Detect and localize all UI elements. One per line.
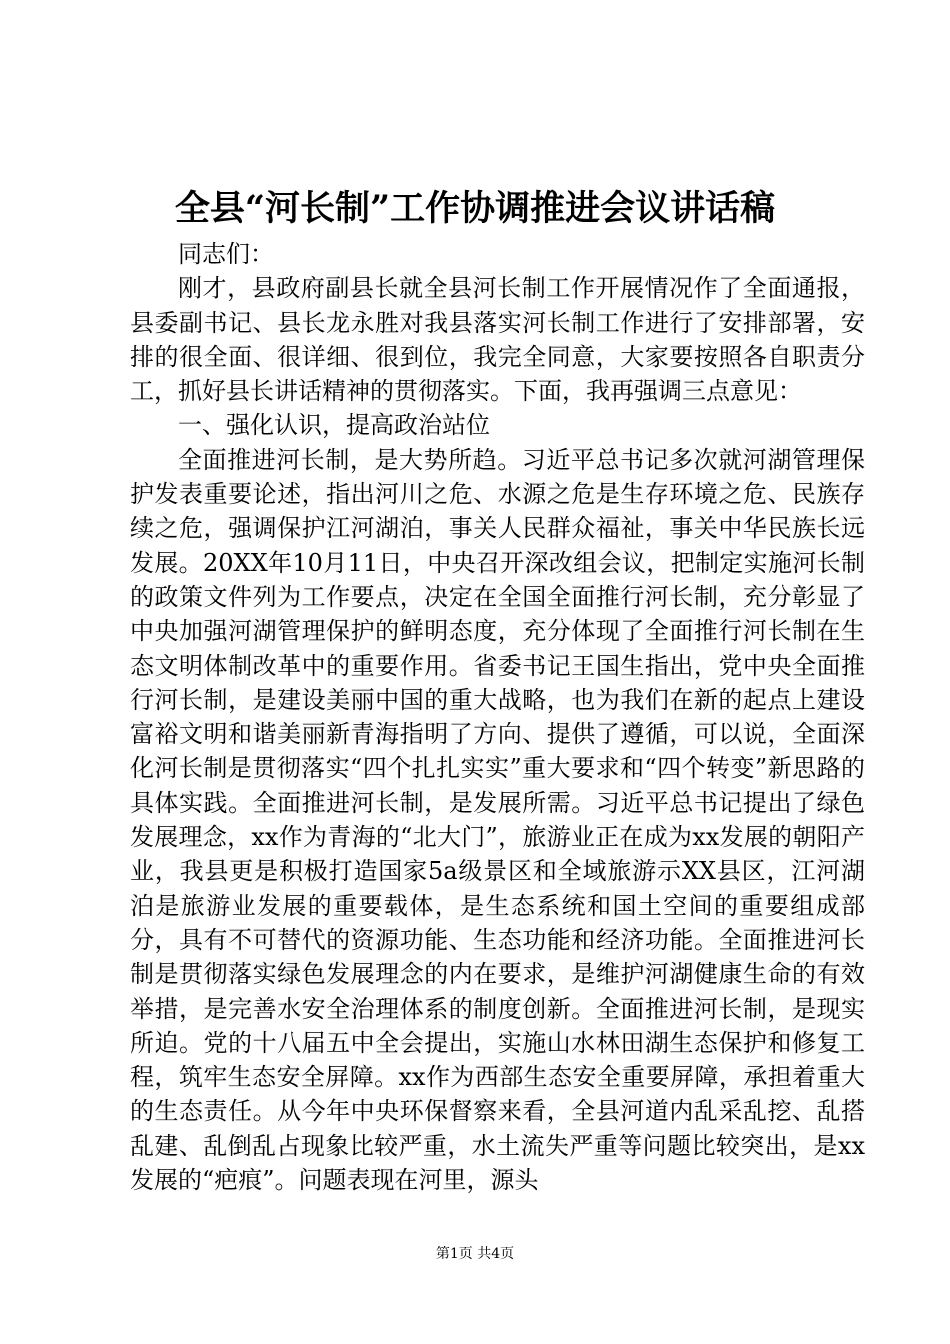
document-body [130, 237, 865, 1197]
body-paragraph: 全面推进河长制，是大势所趋。习近平总书记多次就河湖管理保护发表重要论述，指出河川之危、水源之危是生存环境之危、民族存续之危，强调保护江河湖泊，事关人民群众福祉，事关中华民族长远发展。20XX年10月11日，中央召开深改组会议，把制定实施河长制的政策文件列为工作要点，决定在全国全面推行河长制，充分彰显了中央加强河湖管理保护的鲜明态度，充分体现了全面推行河长制在生态文明体制改革中的重要作用。省委书记王国生指出，党中央全面推行河长制，是建设美丽中国的重大战略，也为我们在新的起点上建设富裕文明和谐美丽新青海指明了方向、提供了遵循，可以说，全面深化河长制是贯彻落实“四个扎扎实实”重大要求和“四个转变”新思路的具体实践。全面推进河长制，是发展所需。习近平总书记提出了绿色发展理念，xx作为青海的“北大门”，旅游业正在成为xx发展的朝阳产业，我县更是积极打造国家5a级景区和全域旅游示XX县区，江河湖泊是旅游业发展的重要载体，是生态系统和国土空间的重要组成部分，具有不可替代的资源功能、生态功能和经济功能。全面推进河长制是贯彻落实绿色发展理念的内在要求，是维护河湖健康生命的有效举措，是完善水安全治理体系的制度创新。全面推进河长制，是现实所迫。党的十八届五中全会提出，实施山水林田湖生态保护和修复工程，筑牢生态安全屏障。xx作为西部生态安全重要屏障，承担着重大的生态责任。从今年中央环保督察来看，全县河道内乱采乱挖、乱搭乱建、乱倒乱占现象比较严重，水土流失严重等问题比较突出，是xx发展的“疤痕”。问题表现在河里，源头 [130, 445, 865, 1195]
salutation-paragraph: 同志们： [178, 240, 274, 268]
page-number-footer: 第1页 共4页 [435, 1246, 515, 1262]
document-title: 全县“河长制”工作协调推进会议讲话稿 [174, 188, 776, 229]
intro-paragraph: 刚才，县政府副县长就全县河长制工作开展情况作了全面通报，县委副书记、县长龙永胜对我县落实河长制工作进行了安排部署，安排的很全面、很详细、很到位，我完全同意，大家要按照各自职责分工，抓好县长讲话精神的贯彻落实。下面，我再强调三点意见： [130, 274, 865, 406]
section-heading: 一、强化认识，提高政治站位 [178, 411, 490, 440]
